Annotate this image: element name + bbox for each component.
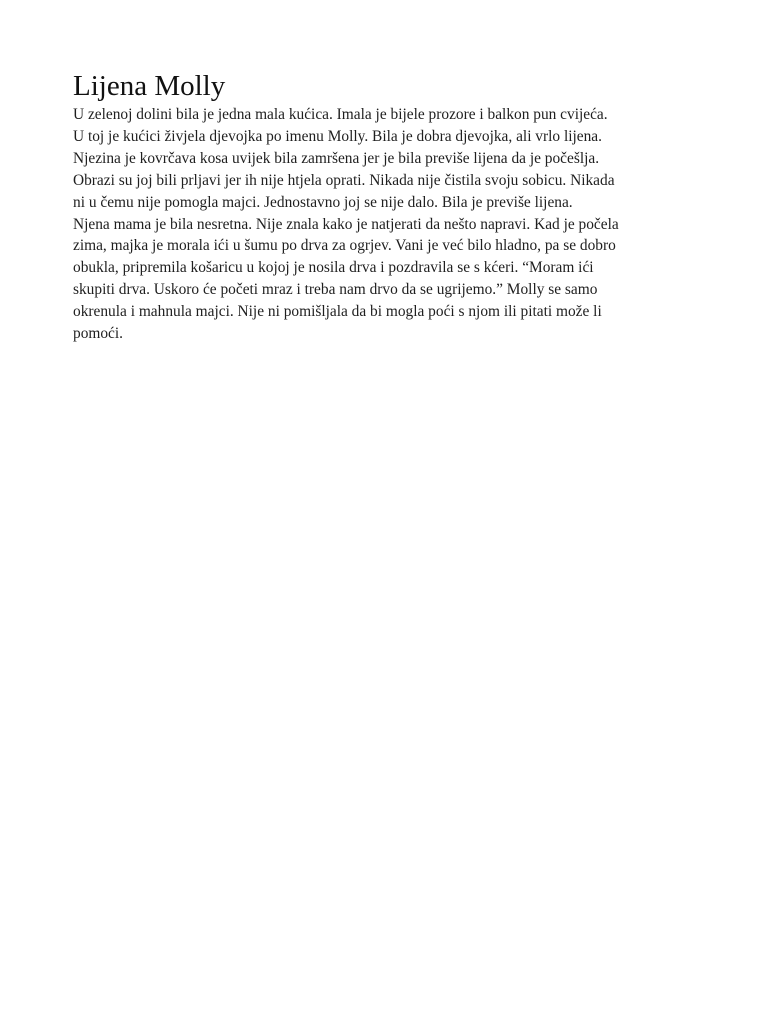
text-line: zima, majka je morala ići u šumu po drva za ogrjev. Vani je već bilo hladno, pa se dobro <box>73 237 616 255</box>
text-line: okrenula i mahnula majci. Nije ni pomišljala da bi mogla poći s njom ili pitati može li <box>73 303 602 321</box>
text-line: ni u čemu nije pomogla majci. Jednostavno joj se nije dalo. Bila je previše lijena. <box>73 193 573 211</box>
document-body <box>73 68 698 345</box>
text-line: Njena mama je bila nesretna. Nije znala kako je natjerati da nešto napravi. Kad je počela <box>73 215 619 233</box>
text-line: Obrazi su joj bili prljavi jer ih nije htjela oprati. Nikada nije čistila svoju sobicu. Nikada <box>73 171 615 189</box>
text-line: Njezina je kovrčava kosa uvijek bila zamršena jer je bila previše lijena da je počešlja. <box>73 149 600 167</box>
document-title: Lijena Molly <box>73 70 226 102</box>
text-line: skupiti drva. Uskoro će početi mraz i treba nam drvo da se ugrijemo.” Molly se samo <box>73 281 598 299</box>
text-line: obukla, pripremila košaricu u kojoj je nosila drva i pozdravila se s kćeri. “Moram ići <box>73 259 594 277</box>
text-line: pomoći. <box>73 325 124 343</box>
paragraph-1 <box>73 104 698 214</box>
text-line: U toj je kućici živjela djevojka po imenu Molly. Bila je dobra djevojka, ali vrlo lijena. <box>73 127 602 145</box>
text-line: U zelenoj dolini bila je jedna mala kućica. Imala je bijele prozore i balkon pun cvijeća. <box>73 106 608 123</box>
paragraph-2 <box>73 214 698 345</box>
